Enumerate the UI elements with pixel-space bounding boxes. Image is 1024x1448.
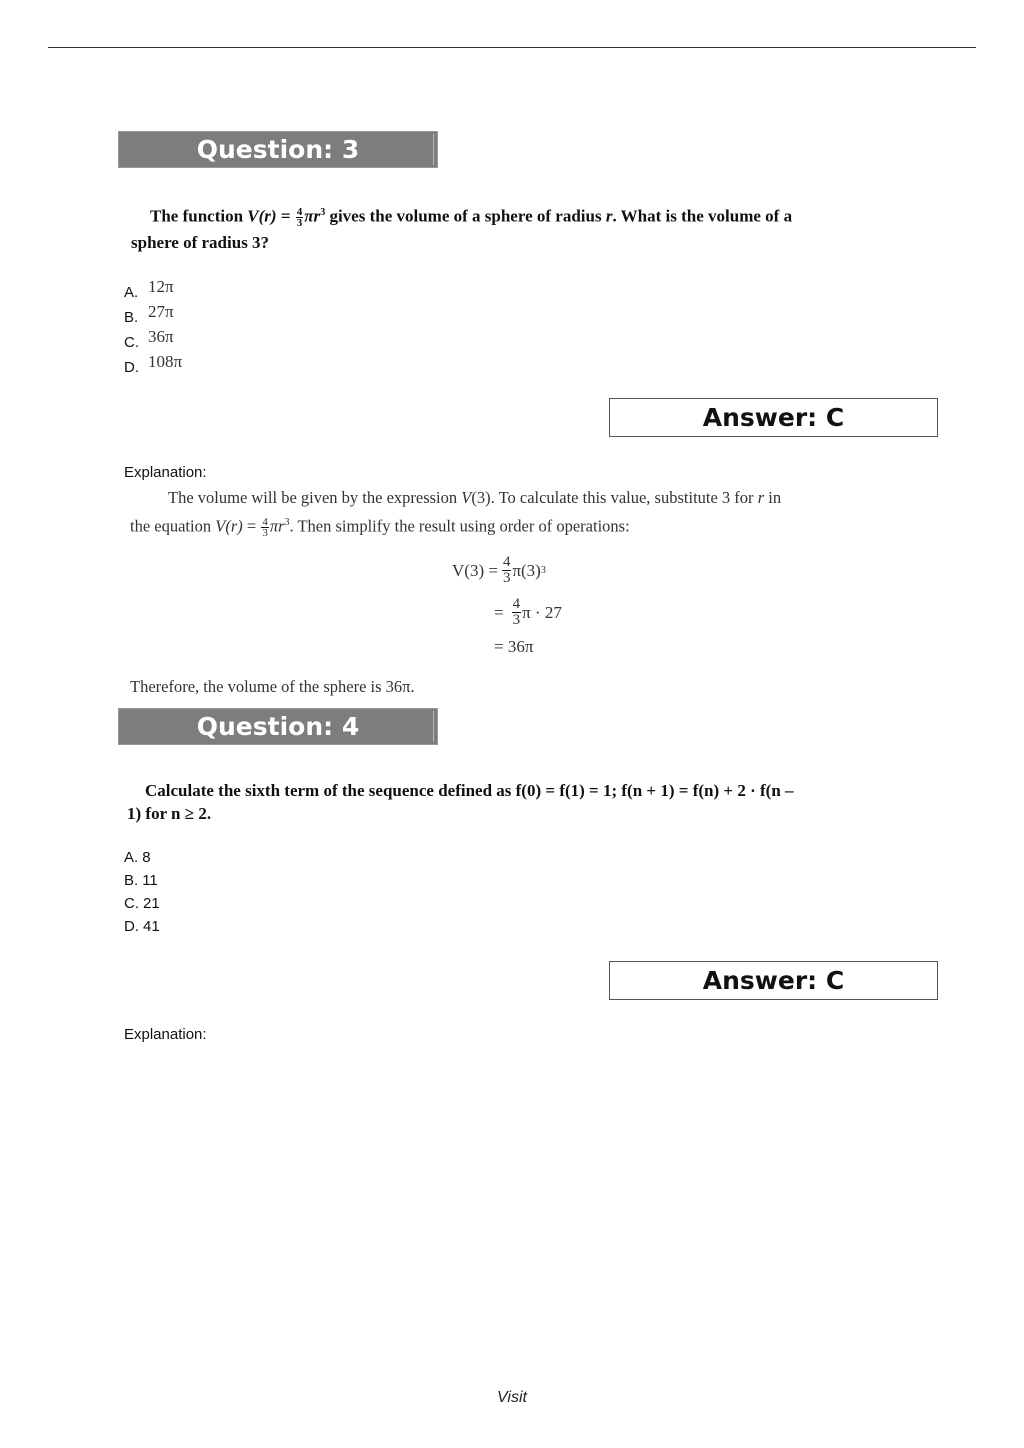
footer-visit-link[interactable]: Visit [497,1389,527,1406]
question-4-text: Calculate the sixth term of the sequence defined as f(0) = f(1) = 1; f(n + 1) = f(n) + 2 · f(n – 1) for n ≥ 2. [127,781,794,823]
question-3-answer: Answer: C [609,398,938,437]
option-d[interactable]: D. 41 [124,918,160,935]
question-3-conclusion: Therefore, the volume of the sphere is 36π. [130,677,415,696]
fraction: $\frac{4}{3}$ [262,516,268,540]
option-a[interactable]: A. 8 [124,849,151,866]
math-row-1: V(3) = $\frac{4}{3}$ π(3) 3 [452,554,546,586]
option-b[interactable]: B. 11 [124,872,158,889]
option-a[interactable]: A. 12π [124,276,174,301]
question-4-explanation-label: Explanation: [124,1026,207,1043]
question-3-explanation: The volume will be given by the expression V(3). To calculate this value, substitute 3 for r in the equation V(r) = $\frac{4}{3}$ $\pi r^3$. Then simplify the result using order of operations: [130,488,782,540]
question-3-title: Question: 3 [196,135,360,164]
fraction: $\frac{4}{3}$ [296,206,303,230]
question-4-header [118,708,438,745]
math-derivation [452,555,652,660]
question-3-text: The function V(r) = $\frac{4}{3}$ $\pi r^3$ gives the volume of a sphere of radius r. What is the volume of a sphere of radius 3? [131,206,793,252]
question-3-header [118,131,438,168]
question-4-answer: Answer: C [609,961,938,1000]
question-4-options [124,846,160,938]
question-3-options [124,277,182,377]
option-c[interactable]: C. 36π [124,326,174,351]
question-3-explanation-label: Explanation: [124,464,207,481]
option-c[interactable]: C. 21 [124,895,160,912]
math-row-2: = $\frac{4}{3}$ π · 27 [494,596,562,628]
option-b[interactable]: B. 27π [124,301,174,326]
math-row-3: = 36π [494,637,534,656]
question-4-title: Question: 4 [196,712,360,741]
option-d[interactable]: D. 108π [124,351,183,376]
top-rule [48,47,976,48]
